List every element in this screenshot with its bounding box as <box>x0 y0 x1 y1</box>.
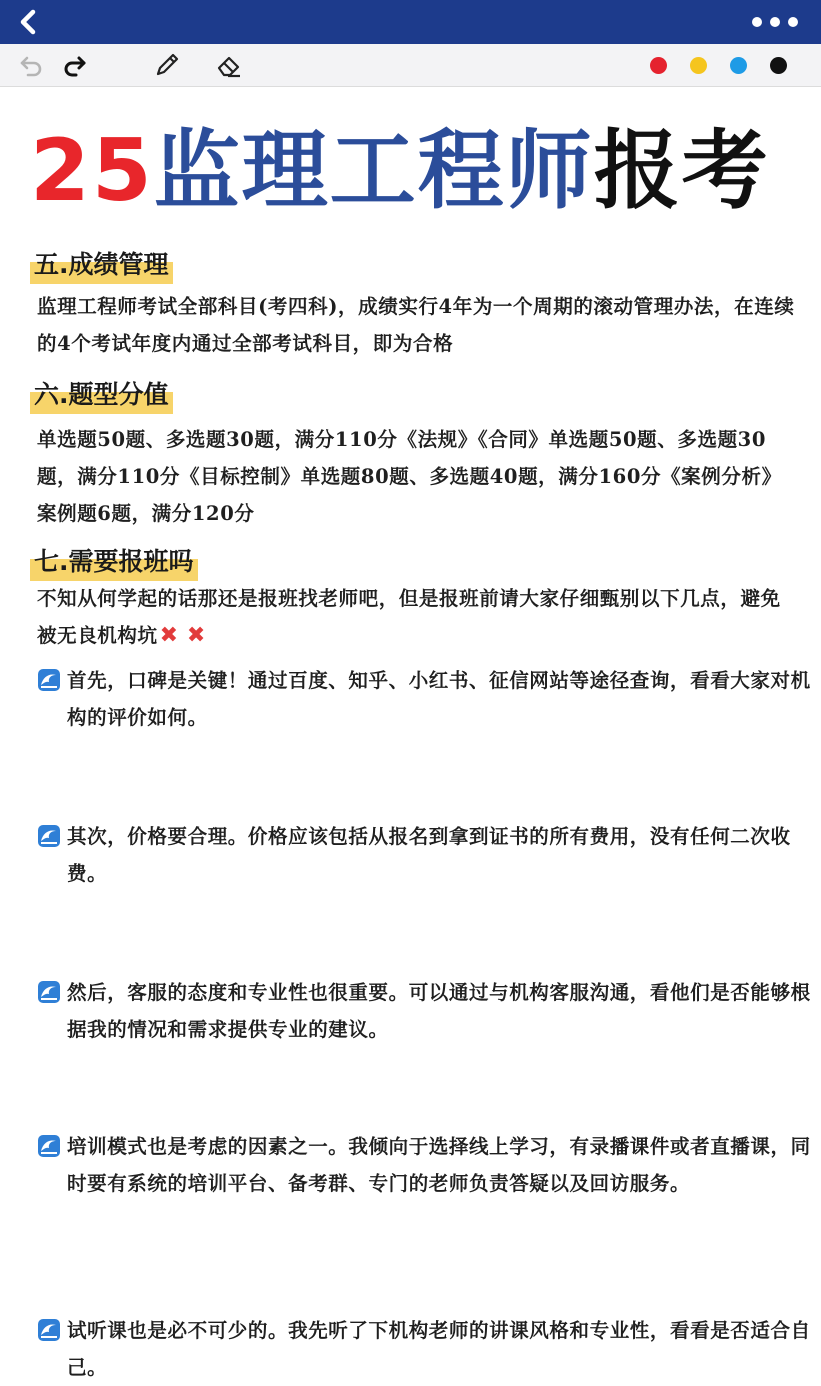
color-red-swatch[interactable] <box>650 57 667 74</box>
cross-marks-icon: ✖ ✖ <box>159 623 206 648</box>
eraser-icon <box>214 50 244 80</box>
list-item <box>37 1128 821 1202</box>
list-item <box>37 974 821 1048</box>
intro-text: 不知从何学起的话那还是报班找老师吧，但是报班前请大家仔细甄别以下几点，避免被无良机构坑 <box>37 587 781 647</box>
list-item <box>37 818 821 892</box>
more-options-button[interactable] <box>745 8 805 36</box>
list-item-text: 其次，价格要合理。价格应该包括从报名到拿到证书的所有费用，没有任何二次收费。 <box>67 825 791 885</box>
section-body-score-management: 监理工程师考试全部科目(考四科)，成绩实行4年为一个周期的滚动管理办法，在连续的4个考试年度内通过全部考试科目，即为合格 <box>37 295 795 355</box>
title-number: 25 <box>30 121 154 221</box>
title-suffix: 报考 <box>593 121 770 221</box>
more-dots-icon <box>745 8 805 36</box>
list-item-text: 试听课也是必不可少的。我先听了下机构老师的讲课风格和专业性，看看是否适合自己。 <box>67 1319 811 1379</box>
wave-icon <box>37 1318 61 1342</box>
undo-icon <box>16 50 46 80</box>
color-black-swatch[interactable] <box>770 57 787 74</box>
wave-icon <box>37 668 61 692</box>
chevron-left-icon <box>14 7 44 37</box>
redo-button[interactable] <box>60 50 90 80</box>
section-intro-need-class <box>37 580 797 654</box>
list-item <box>37 662 821 736</box>
title-main: 监理工程师 <box>153 121 594 221</box>
section-heading-question-types: 六.题型分值 <box>30 376 173 414</box>
list-item <box>37 1312 821 1386</box>
wave-icon <box>37 824 61 848</box>
section-body-question-types: 单选题50题、多选题30题，满分110分《法规》《合同》单选题50题、多选题30题，满分110分《目标控制》单选题80题、多选题40题，满分160分《案例分析》案例题6题，满分120分 <box>37 428 782 525</box>
redo-icon <box>60 50 90 80</box>
section-heading-need-class: 七.需要报班吗 <box>30 543 198 581</box>
back-button[interactable] <box>14 7 44 37</box>
wave-icon <box>37 980 61 1004</box>
list-item-text: 然后，客服的态度和专业性也很重要。可以通过与机构客服沟通，看他们是否能够根据我的情况和需求提供专业的建议。 <box>67 981 811 1041</box>
pencil-tool-button[interactable] <box>152 50 182 80</box>
list-item-text: 培训模式也是考虑的因素之一。我倾向于选择线上学习，有录播课件或者直播课，同时要有系统的培训平台、备考群、专门的老师负责答疑以及回访服务。 <box>67 1135 811 1195</box>
eraser-tool-button[interactable] <box>214 50 244 80</box>
undo-button[interactable] <box>16 50 46 80</box>
color-yellow-swatch[interactable] <box>690 57 707 74</box>
top-nav-bar <box>0 0 821 44</box>
color-blue-swatch[interactable] <box>730 57 747 74</box>
pencil-icon <box>152 50 182 80</box>
list-item-text: 首先，口碑是关键！通过百度、知乎、小红书、征信网站等途径查询，看看大家对机构的评价如何。 <box>67 669 811 729</box>
wave-icon <box>37 1134 61 1158</box>
page-title <box>30 116 800 226</box>
section-heading-score-management: 五.成绩管理 <box>30 246 173 284</box>
